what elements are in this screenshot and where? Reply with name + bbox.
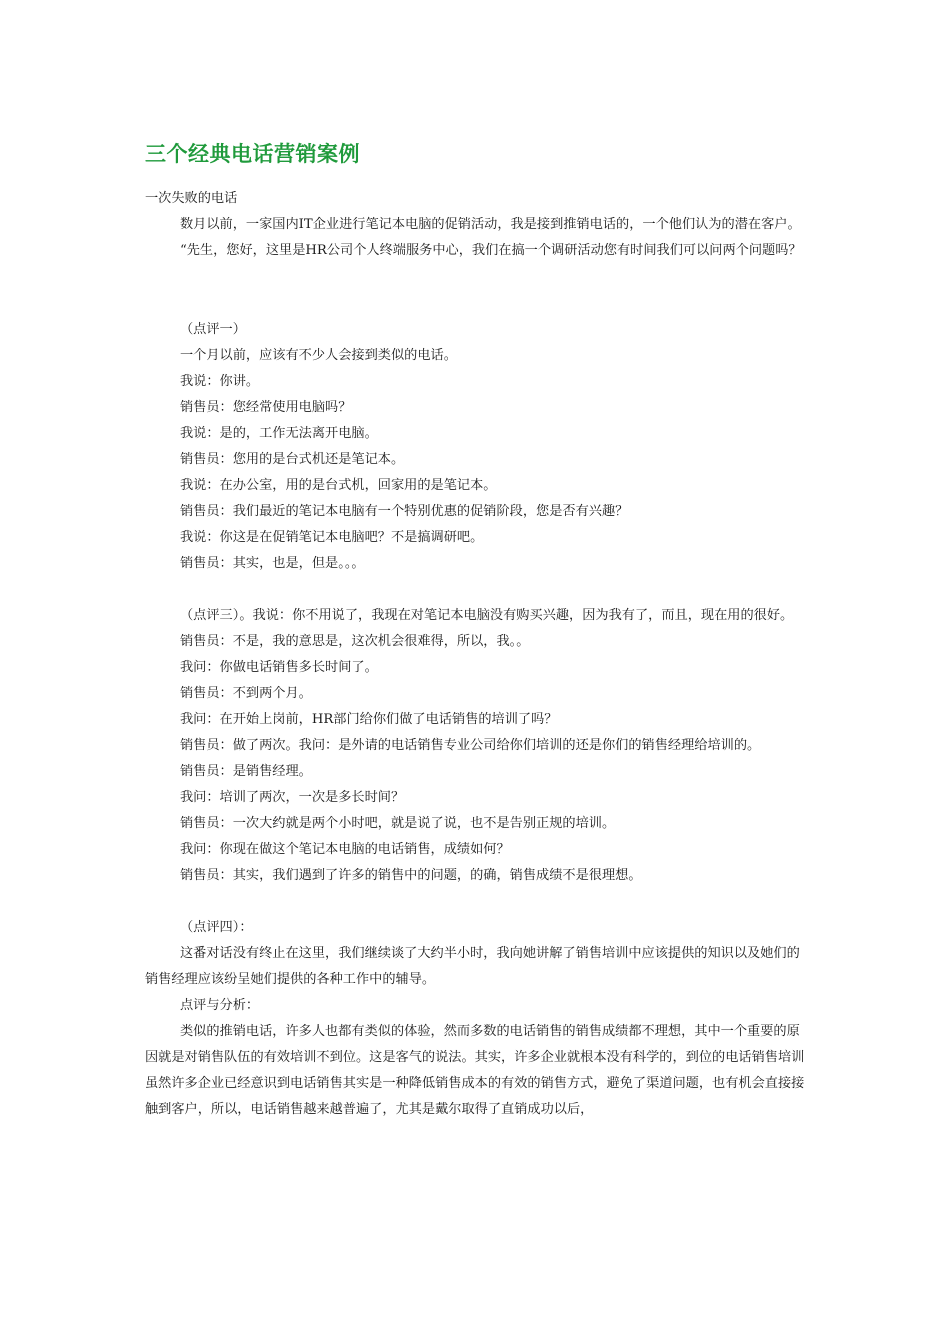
dialogue-line: 一个月以前，应该有不少人会接到类似的电话。 bbox=[180, 348, 457, 363]
dialogue-block-1 bbox=[145, 317, 810, 577]
document-body bbox=[145, 186, 810, 1123]
dialogue-line: 销售员：是销售经理。 bbox=[180, 764, 312, 779]
dialogue-line: 销售员：您经常使用电脑吗？ bbox=[180, 400, 352, 415]
dialogue-line: 销售员：其实，我们遇到了许多的销售中的问题，的确，销售成绩不是很理想。 bbox=[180, 868, 642, 883]
spacer bbox=[145, 889, 810, 915]
dialogue-line: 我问：在开始上岗前，HR部门给你们做了电话销售的培训了吗？ bbox=[180, 712, 558, 727]
comment-three-paragraph: （点评三）。我说：你不用说了，我现在对笔记本电脑没有购买兴趣，因为我有了，而且，现在用的很好。 bbox=[180, 608, 794, 623]
dialogue-line: 我问：你现在做这个笔记本电脑的电话销售，成绩如何？ bbox=[180, 842, 510, 857]
comment-four-heading: （点评四）： bbox=[180, 920, 253, 935]
dialogue-line: 销售员：不是，我的意思是，这次机会很难得，所以，我。。 bbox=[180, 634, 530, 649]
analysis-paragraph: 类似的推销电话，许多人也都有类似的体验，然而多数的电话销售的销售成绩都不理想，其中一个重要的原因就是对销售队伍的有效培训不到位。这是客气的说法。其实，许多企业就根本没有科学的，到位的电话销售培训虽然许多企业已经意识到电话销售其实是一种降低销售成本的有效的销售方式，避免了渠道问题，也有机会直接接触到客户，所以，电话销售越来越普遍了，尤其是戴尔取得了直销成功以后， bbox=[145, 1024, 805, 1117]
dialogue-line: 我说：是的，工作无法离开电脑。 bbox=[180, 426, 378, 441]
intro-paragraph-1: 数月以前，一家国内IT企业进行笔记本电脑的促销活动，我是接到推销电话的，一个他们认为的潜在客户。 bbox=[180, 217, 801, 232]
dialogue-line: 我问：你做电话销售多长时间了。 bbox=[180, 660, 378, 675]
dialogue-block-2 bbox=[145, 629, 810, 889]
dialogue-line: 销售员：一次大约就是两个小时吧，就是说了说，也不是告别正规的培训。 bbox=[180, 816, 616, 831]
dialogue-line: 我说：在办公室，用的是台式机，回家用的是笔记本。 bbox=[180, 478, 497, 493]
dialogue-line: 销售员：不到两个月。 bbox=[180, 686, 312, 701]
section-heading: 一次失败的电话 bbox=[145, 191, 238, 206]
spacer bbox=[145, 264, 810, 317]
page-title: 三个经典电话营销案例 bbox=[145, 142, 360, 166]
dialogue-line: 销售员：我们最近的笔记本电脑有一个特别优惠的促销阶段，您是否有兴趣？ bbox=[180, 504, 629, 519]
dialogue-line: 销售员：您用的是台式机还是笔记本。 bbox=[180, 452, 405, 467]
analysis-heading: 点评与分析： bbox=[180, 998, 260, 1013]
dialogue-line: 我问：培训了两次，一次是多长时间？ bbox=[180, 790, 405, 805]
dialogue-line: （点评一） bbox=[180, 322, 246, 337]
dialogue-line: 销售员：做了两次。我问：是外请的电话销售专业公司给你们培训的还是你们的销售经理给培训的。 bbox=[180, 738, 761, 753]
dialogue-line: 销售员：其实，也是，但是。。。 bbox=[180, 556, 365, 571]
spacer bbox=[145, 577, 810, 603]
comment-four-paragraph: 这番对话没有终止在这里，我们继续谈了大约半小时，我向她讲解了销售培训中应该提供的知识以及她们的销售经理应该纷呈她们提供的各种工作中的辅导。 bbox=[145, 946, 800, 987]
intro-paragraph-2: “先生，您好，这里是HR公司个人终端服务中心，我们在搞一个调研活动您有时间我们可以问两个问题吗？ bbox=[180, 243, 802, 258]
dialogue-line: 我说：你这是在促销笔记本电脑吧？不是搞调研吧。 bbox=[180, 530, 484, 545]
dialogue-line: 我说：你讲。 bbox=[180, 374, 260, 389]
